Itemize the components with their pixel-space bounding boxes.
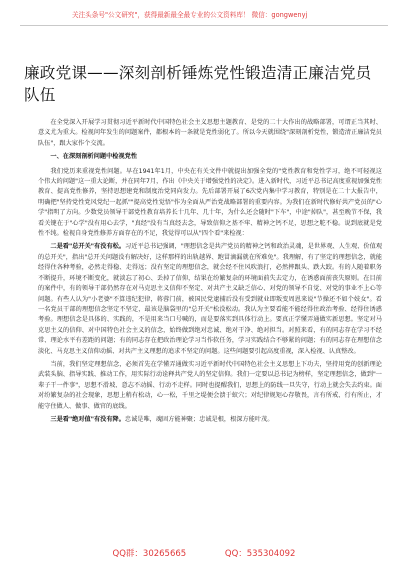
intro-paragraph: 在全党深入开展学习贯彻习近平新时代中国特色社会主义思想主题教育、是党的二十大作出的战略部署，可谓正当其时、意义尤为重大。检视问年发生的问题案件，都根本的一条就是党性弱化了。所以今天就围绕"深刻剖析党性，锻造清正廉洁党员队伍"，跟大家作个交流。 <box>38 119 382 147</box>
paragraph-1: 我们党历来重视党性问题。早在1941年1月，中央在有关文件中就提出加强全党的"党性教育和党性学习，绝不可轻视这个伟大的问题"这一重大论断，并在同年7月，作出《中央关于增强党性的决定》。进入新时代，习近平总书记高度重视加强党性教育、提高党性修养，坚持思想建党和制度治党同向发力。先后部署开展了6次党内集中学习教育，特别是在二十大报告中，明确把"坚持党性党风党纪一起抓""提高党性觉悟"作为全面从严治党战略部署的重要内容。为我们在新时代修好共产党员的"心学"指明了方向。少数党员领导干部党性教育培养长十几年、几十年，为什么还会随时"下车"，中途"掉队"，甚至晚节不保，我看关键在于"心学"没有用心去学，"真经"没有当真经去念，导致信仰之基不牢、精神之钙不足，思想之舵不稳。说到底就是党性不纯。检视自身党性修养方面存在的不足，我觉得可以从"四个看"来检视： <box>38 167 382 238</box>
paragraph-4-lead: 三是看"绝对值"有没有降。 <box>50 415 125 423</box>
paragraph-2-text: 习近平总书记强调，"理想信念是共产党员的精神之钙和政治灵魂，是世界观、人生观、价值观的总开关"，指出"总开关问题没有解决好，这样那样的出轨越界、跑冒滴漏就在所难免"。我理解，有了坚定的理想信念，就能经得住各种考验，必然走得稳、走得远；没有坚定的理想信念，就会经不住风吹浪打，必然摔跟头、跌大跤。有的人随着职务不断提升，环境不断变化，就淡忘了初心、丢掉了信仰，结果在纷繁复杂的环境面前失去定力，在诱惑面前丧失原则。在目前的案件中，有的领导干部仍然存在对马克思主义信仰不坚定、对共产主义缺乏信心、对党的领导不自觉、对党的事业不上心等问题。有些人认为"小老婆"不算违纪犯律，蒋蓉门前，被国民党逮捕后没有受到就业即叛变周恩来说"节操还不如个妓女"。看一名党员干部的理想信念坚定不坚定，最该是脑袋里的"总开关"松没松动。我认为主要看能不能经得住政治考验、经得住诱惑考验。理想信念是具体的、实践的，不是用来当口号喊的，而是要落实到具体行动上。要真正学懂弄通做实新思想。坚定对马克思主义的信仰、对中国特色社会主义的信念，始终做到绝对忠诚、绝对干净、绝对担当。对照来看，有的同志存在学习不经常、理论水平有差距的问题；有的同志存在把政治理论学习当作软任务，学习实践结合不够紧的问题；有的同志存在理想信念淡化、马克思主义信仰动摇、对共产主义理想的追求不坚定的问题。这些问题要引起高度重视，深入检视、认真整改。 <box>38 243 383 355</box>
paragraph-4-text: 忠诚是唯，魂固方能神聚；忠诚是根，根深方能叶茂。 <box>124 415 274 423</box>
doc-body <box>38 118 382 428</box>
doc-title: 廉政党课——深刻剖析锤炼党性锻造清正廉洁党员队伍 <box>24 64 372 104</box>
section-heading: 一、在深刻剖析问题中检视党性 <box>50 153 138 161</box>
paragraph-4 <box>38 415 382 425</box>
header-rule <box>20 25 388 26</box>
top-banner <box>72 10 392 20</box>
footer-qq-group: QQ群：30265665 <box>112 549 187 559</box>
footer <box>0 548 408 560</box>
paragraph-2-lead: 二是看"总开关"有没有松。 <box>50 243 126 251</box>
footer-qq-number: QQ：535304092 <box>224 549 296 559</box>
banner-text: 关注头条号"公文研究"，获得最新最全最专业的公文资料库！ 微信：gongwenyj <box>72 11 308 19</box>
paragraph-3: 当前，我们坚定理想信念，必须首先在学懂弄通做实习近平新时代中国特色社会主义思想上下功夫，坚持用党的创新理论武装头脑、指导实践、推动工作，用实际行动诠释共产党人的坚定信仰。我们一定要以总书记为榜样，坚定理想信念，做到"一辈子干一件事"，思想不滑坡、意志不动摇、行动不走样。同时也提醒我们，思想上的防线一旦失守，行动上就会失去约束。面对纷繁复杂的社会现象，思想上稍有松动，心一松，千里之堤便会溃于蚁穴；对纪律规矩心存敬畏，言有所戒、行有所止，才能守住做人、做事、做官的底线。 <box>38 360 382 410</box>
paragraph-2 <box>38 242 382 356</box>
